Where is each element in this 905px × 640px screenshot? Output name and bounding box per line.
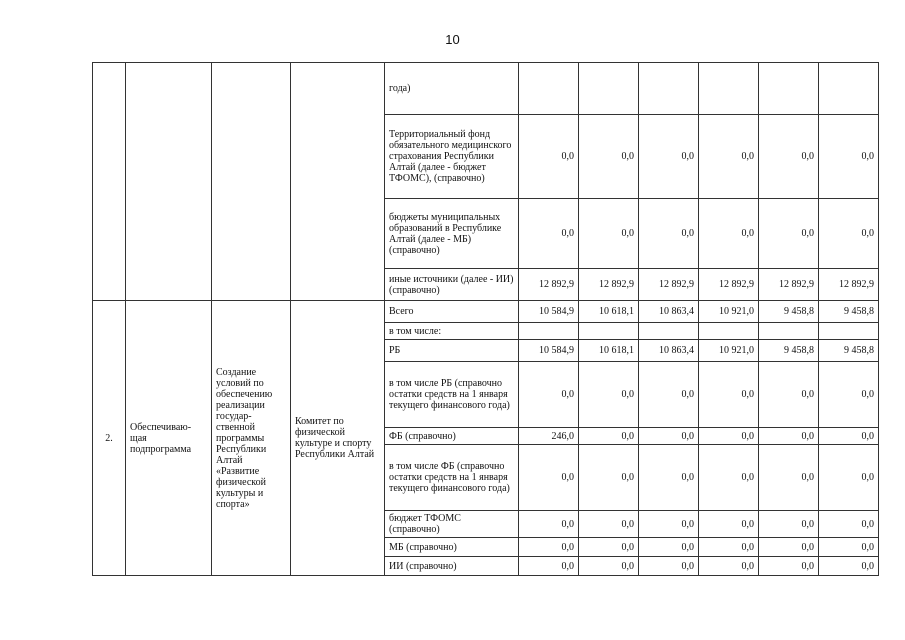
funding-source-cell: в том числе ФБ (справочно остатки средств на 1 января текущего финансового года) (385, 445, 519, 511)
value-cell (759, 323, 819, 340)
value-cell: 10 921,0 (699, 340, 759, 362)
program-name-cell: Обеспечиваю-щая подпрограмма (126, 301, 212, 576)
value-cell: 0,0 (639, 538, 699, 557)
value-cell: 10 863,4 (639, 340, 699, 362)
value-cell: 0,0 (579, 199, 639, 269)
funding-source-cell: Территориальный фонд обязательного медицинского страхования Республики Алтай (далее - бюджет ТФОМС), (справочно) (385, 115, 519, 199)
funding-source-cell: РБ (385, 340, 519, 362)
value-cell: 0,0 (759, 199, 819, 269)
funding-source-cell: в том числе: (385, 323, 519, 340)
funding-source-cell: ИИ (справочно) (385, 557, 519, 576)
value-cell: 0,0 (759, 362, 819, 428)
value-cell (579, 63, 639, 115)
value-cell: 0,0 (639, 362, 699, 428)
value-cell: 0,0 (579, 557, 639, 576)
value-cell: 0,0 (579, 445, 639, 511)
value-cell: 0,0 (699, 199, 759, 269)
value-cell: 0,0 (519, 445, 579, 511)
value-cell: 0,0 (639, 511, 699, 538)
value-cell (819, 323, 879, 340)
funding-source-cell: иные источники (далее - ИИ) (справочно) (385, 269, 519, 301)
value-cell: 12 892,9 (639, 269, 699, 301)
table-row (93, 301, 879, 323)
program-goal-cell: Создание условий по обеспечению реализации государ-ственной программы Республики Алтай «Развитие физической культуры и спорта» (212, 301, 291, 576)
financing-table (92, 62, 879, 576)
value-cell: 0,0 (759, 557, 819, 576)
funding-source-cell: в том числе РБ (справочно остатки средств на 1 января текущего финансового года) (385, 362, 519, 428)
value-cell: 10 584,9 (519, 340, 579, 362)
value-cell: 10 921,0 (699, 301, 759, 323)
value-cell: 0,0 (819, 511, 879, 538)
value-cell: 0,0 (699, 557, 759, 576)
value-cell: 9 458,8 (759, 301, 819, 323)
value-cell: 0,0 (699, 428, 759, 445)
value-cell: 10 863,4 (639, 301, 699, 323)
value-cell: 0,0 (639, 199, 699, 269)
value-cell: 12 892,9 (579, 269, 639, 301)
value-cell: 10 618,1 (579, 340, 639, 362)
funding-source-cell: бюджет ТФОМС (справочно) (385, 511, 519, 538)
value-cell: 12 892,9 (519, 269, 579, 301)
value-cell: 0,0 (759, 115, 819, 199)
value-cell: 0,0 (519, 511, 579, 538)
funding-source-cell: Всего (385, 301, 519, 323)
value-cell: 9 458,8 (819, 340, 879, 362)
value-cell: 0,0 (759, 428, 819, 445)
value-cell: 0,0 (579, 428, 639, 445)
table-body (93, 63, 879, 576)
value-cell: 0,0 (639, 557, 699, 576)
value-cell (819, 63, 879, 115)
page-number: 10 (445, 32, 460, 47)
value-cell: 10 584,9 (519, 301, 579, 323)
value-cell: 0,0 (639, 445, 699, 511)
value-cell: 9 458,8 (759, 340, 819, 362)
value-cell: 0,0 (819, 428, 879, 445)
value-cell: 12 892,9 (819, 269, 879, 301)
executor-cell (291, 63, 385, 301)
funding-source-cell: года) (385, 63, 519, 115)
value-cell: 0,0 (519, 538, 579, 557)
value-cell: 0,0 (819, 362, 879, 428)
executor-cell: Комитет по физической культуре и спорту Республики Алтай (291, 301, 385, 576)
funding-source-cell: ФБ (справочно) (385, 428, 519, 445)
row-number-cell (93, 63, 126, 301)
table-row (93, 63, 879, 115)
value-cell: 246,0 (519, 428, 579, 445)
value-cell: 0,0 (699, 115, 759, 199)
value-cell (519, 323, 579, 340)
value-cell: 0,0 (519, 115, 579, 199)
value-cell: 0,0 (759, 511, 819, 538)
value-cell (579, 323, 639, 340)
value-cell: 0,0 (699, 511, 759, 538)
value-cell (699, 323, 759, 340)
funding-source-cell: МБ (справочно) (385, 538, 519, 557)
value-cell: 0,0 (579, 511, 639, 538)
value-cell: 0,0 (819, 445, 879, 511)
row-number-cell: 2. (93, 301, 126, 576)
value-cell (759, 63, 819, 115)
value-cell: 0,0 (519, 557, 579, 576)
value-cell: 0,0 (699, 538, 759, 557)
value-cell: 12 892,9 (759, 269, 819, 301)
value-cell: 0,0 (759, 538, 819, 557)
value-cell (519, 63, 579, 115)
value-cell: 0,0 (579, 538, 639, 557)
value-cell: 10 618,1 (579, 301, 639, 323)
value-cell: 0,0 (819, 115, 879, 199)
value-cell: 0,0 (759, 445, 819, 511)
value-cell: 0,0 (579, 115, 639, 199)
value-cell: 0,0 (699, 445, 759, 511)
value-cell: 9 458,8 (819, 301, 879, 323)
value-cell: 0,0 (519, 362, 579, 428)
value-cell: 12 892,9 (699, 269, 759, 301)
value-cell: 0,0 (699, 362, 759, 428)
program-goal-cell (212, 63, 291, 301)
value-cell: 0,0 (819, 199, 879, 269)
value-cell: 0,0 (819, 557, 879, 576)
value-cell: 0,0 (519, 199, 579, 269)
value-cell: 0,0 (819, 538, 879, 557)
program-name-cell (126, 63, 212, 301)
value-cell: 0,0 (639, 115, 699, 199)
value-cell (639, 63, 699, 115)
funding-source-cell: бюджеты муниципальных образований в Республике Алтай (далее - МБ) (справочно) (385, 199, 519, 269)
value-cell (699, 63, 759, 115)
value-cell: 0,0 (579, 362, 639, 428)
value-cell: 0,0 (639, 428, 699, 445)
value-cell (639, 323, 699, 340)
